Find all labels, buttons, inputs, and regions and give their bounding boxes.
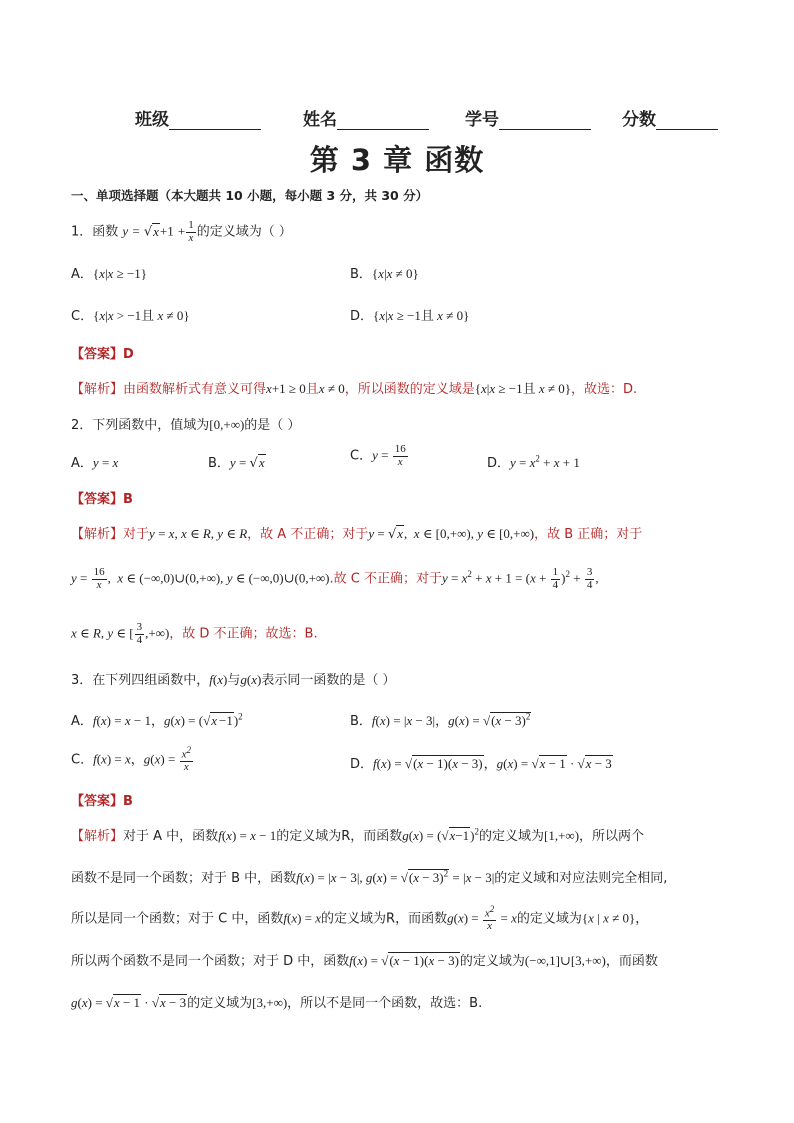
name-label: 姓名 bbox=[303, 110, 337, 130]
q2-explanation-line2: y = $\frac{16}{x}$ , x ∈ (−∞,0)∪(0,+∞), y ∈ (−∞,0)∪(0,+∞).故 C 不正确；对于$y = x^2 + x + 1 = (x$ + $\frac{1}{4}$ )$^2$ + $\frac{3}{4}$ , bbox=[71, 566, 599, 591]
page-title: 第 3 章 函数 bbox=[309, 143, 485, 177]
q3-option-d[interactable]: D．f(x) = √(x − 1)(x − 3)，g(x) = √x − 1 · √x − 3 bbox=[350, 756, 612, 772]
q3-explanation-line5: g(x) = √x − 1 · √x − 3的定义域为[3,+∞)，所以不是同一个函数，故选：B. bbox=[71, 995, 483, 1011]
q1-option-b[interactable]: B．{x|x ≠ 0} bbox=[350, 266, 419, 282]
q3-option-c[interactable]: C．f(x) = x，g(x) = $\frac{x^2}{x}$ bbox=[71, 745, 191, 774]
q2-option-b[interactable]: B．y = √x bbox=[208, 455, 265, 471]
name-blank[interactable] bbox=[337, 111, 429, 130]
q1-option-d[interactable]: D．{x|x ≥ −1且 x ≠ 0} bbox=[350, 308, 470, 324]
score-blank[interactable] bbox=[656, 111, 718, 130]
q1-answer: 【答案】D bbox=[71, 347, 134, 362]
q1-explanation: 【解析】由函数解析式有意义可得x+1 ≥ 0且x ≠ 0，所以函数的定义域是{x|x ≥ −1且 x ≠ 0}，故选：D. bbox=[71, 381, 638, 397]
q3-explanation-line2: 函数不是同一个函数；对于 B 中，函数f(x) = |x − 3|, $g(x) = √(x - 3)^2 = |x - 3|$的定义域和对应法则完全相同, bbox=[71, 868, 668, 886]
class-blank[interactable] bbox=[169, 111, 261, 130]
q2-explanation-line3: x ∈ R, y ∈ [ $\frac{3}{4}$ ,+∞)，故 D 不正确；故选：B. bbox=[71, 621, 318, 646]
q3-stem: 3．在下列四组函数中，f(x)与g(x)表示同一函数的是（ ） bbox=[71, 672, 396, 688]
section-heading: 一、单项选择题（本大题共 10 小题，每小题 3 分，共 30 分） bbox=[71, 188, 429, 203]
q1-formula: y bbox=[122, 223, 129, 239]
id-label: 学号 bbox=[465, 110, 499, 130]
q3-answer: 【答案】B bbox=[71, 794, 133, 809]
q2-option-a[interactable]: A．y = x bbox=[71, 455, 119, 471]
q3-explanation-line3: 所以是同一个函数；对于 C 中，函数f(x) = x的定义域为R，而函数g(x) = $\frac{x^2}{x}$ = x的定义域为{x | x ≠ 0}， bbox=[71, 904, 649, 933]
q3-explanation-line4: 所以两个函数不是同一个函数；对于 D 中，函数f(x) = √(x − 1)(x − 3)的定义域为(−∞,1]∪[3,+∞)，而函数 bbox=[71, 953, 658, 969]
q1-option-a[interactable]: A．{x|x ≥ −1} bbox=[71, 266, 148, 282]
header-class bbox=[135, 105, 261, 130]
q3-option-b[interactable]: B．f(x) = |x − 3|，$g(x) = √(x - 3)^2$ bbox=[350, 711, 531, 729]
score-label: 分数 bbox=[622, 110, 656, 130]
id-blank[interactable] bbox=[499, 111, 591, 130]
q3-option-a[interactable]: A．f(x) = x − 1，$g(x) = (√x -1)^2$ bbox=[71, 711, 243, 729]
q3-explanation-line1: 【解析】对于 A 中，函数f(x) = x − 1的定义域为R，而函数$g(x) = (√x-1)^2$的定义域为[1,+∞)，所以两个 bbox=[71, 826, 645, 844]
header-name bbox=[303, 105, 429, 130]
q1-stem: 1．函数 y = √x+1 + $\frac{1}{x}$ 的定义域为（ ） bbox=[71, 219, 292, 244]
header-id bbox=[465, 105, 591, 130]
class-label: 班级 bbox=[135, 110, 169, 130]
q2-option-c[interactable]: C．y = $\frac{16}{x}$ bbox=[350, 443, 406, 468]
q2-stem: 2．下列函数中，值域为[0,+∞)的是（ ） bbox=[71, 417, 301, 433]
header-score bbox=[622, 105, 718, 130]
q1-option-c[interactable]: C．{x|x > −1且 x ≠ 0} bbox=[71, 308, 190, 324]
q2-explanation-line1: 【解析】对于y = x, x ∈ R, y ∈ R，故 A 不正确；对于y = √x, x ∈ [0,+∞), y ∈ [0,+∞)，故 B 正确；对于 bbox=[71, 526, 643, 542]
q2-option-d[interactable]: D．$y = x^2 + x + 1$ bbox=[487, 453, 580, 471]
q2-answer: 【答案】B bbox=[71, 492, 133, 507]
